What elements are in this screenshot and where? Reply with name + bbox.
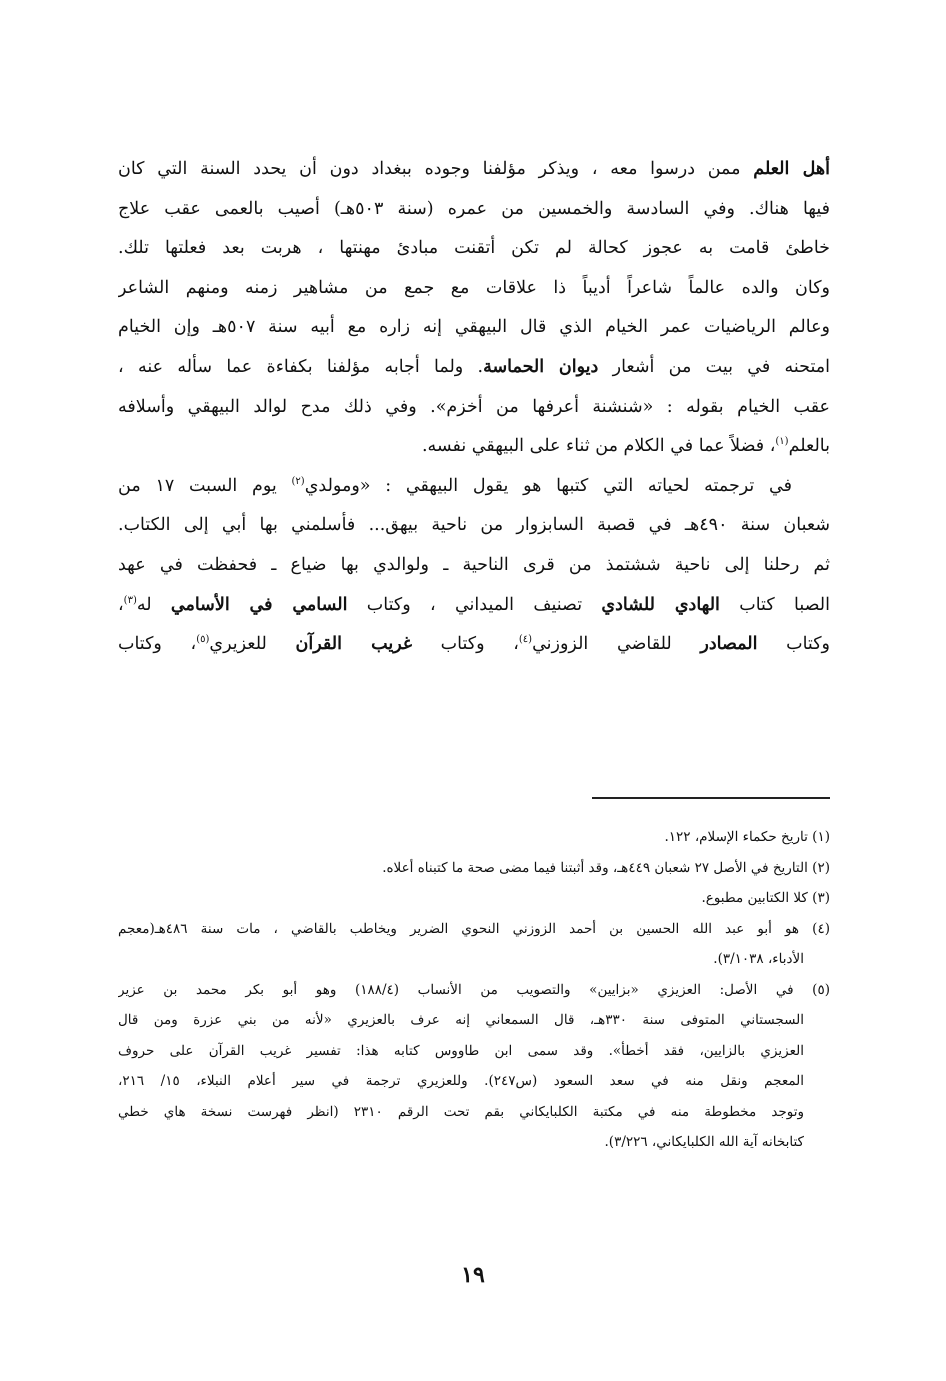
book-title-masadir: المصادر xyxy=(700,634,758,655)
footnote-5-cont: وتوجد مخطوطة منه في مكتبة الكلبايكاني بقم تحت الرقم ٢٣١٠ (انظر فهرست نسخة هاي خطي xyxy=(118,1103,805,1120)
text-line: فيها هناك. وفي السادسة والخمسين من عمره (سنة ٥٠٣هـ) أصيب بالعمى عقب علاج xyxy=(118,198,830,219)
book-title-sami: السامي في الأسامي xyxy=(170,594,348,615)
footnote-ref[interactable]: (٤) xyxy=(518,634,533,646)
text-line: وكان والده عالماً شاعراً أديباً ذا علاقات مع جمع من مشاهير زمنه ومنهم الشاعر xyxy=(118,277,830,298)
footnote-3: (٣) كلا الكتابين مطبوع. xyxy=(701,890,830,906)
text-line: الصبا كتاب الهادي للشادي تصنيف الميداني ، وكتاب السامي في الأسامي له$^{(٣)}$، xyxy=(118,594,830,615)
text-line: عقب الخيام بقوله : «شنشنة أعرفها من أخزم». وفي ذلك مدح لوالد البيهقي وأسلافه xyxy=(118,396,830,417)
main-text xyxy=(118,150,830,665)
book-title-hadi: الهادي للشادي xyxy=(601,594,720,615)
footnote-ref[interactable]: (٢) xyxy=(291,475,305,487)
footnote-5-cont: العزيزي بالزايين، فقد أخطأ». وقد سمى ابن طاووس كتابه هذا: تفسير غريب القرآن على حروف xyxy=(118,1042,804,1059)
footnote-4: (٤) هو أبو عبد الله الحسين بن أحمد الزوزني النحوي الضرير ويخاطب بالقاضي ، مات سنة ٤٨٦هـ(معجم xyxy=(118,920,830,937)
footnote-ref[interactable]: (٥) xyxy=(196,634,210,646)
book-title-gharib: غريب القرآن xyxy=(295,634,412,655)
footnote-divider xyxy=(592,797,830,799)
text-line: ثم رحلنا إلى ناحية ششتمذ من قرى الناحية ـ ولوالدي بها ضياع ـ فحفظت في عهد xyxy=(118,554,830,575)
text-line: شعبان سنة ٤٩٠هـ في قصبة السابزوار من ناحية بيهق... فأسلمني بها أبي إلى الكتاب. xyxy=(118,515,830,536)
footnote-ref[interactable]: (٣) xyxy=(123,594,137,606)
footnote-5-cont: السجستاني المتوفى سنة ٣٣٠هـ، قال السمعاني إنه عرف بالعزيري «لأنه من بني عزرة ومن قال xyxy=(118,1012,804,1028)
footnote-1: (١) تاريخ حكماء الإسلام، ١٢٢. xyxy=(664,829,830,845)
footnotes xyxy=(118,822,830,1158)
text-line: بالعلم$^{(١)}$، فضلاً عما في الكلام من ثناء على البيهقي نفسه. xyxy=(421,436,830,457)
footnote-4-cont: الأدباء، ٣/١٠٣٨). xyxy=(713,951,804,967)
text-line: في ترجمته لحياته التي كتبها هو يقول البيهقي : «ومولدي$^{(٢)}$ يوم السبت ١٧ من xyxy=(118,475,792,496)
footnote-5-cont: المعجم ونقل منه في سعد السعود (س٢٤٧). وللعزيري ترجمة في سير أعلام النبلاء، ١٥/ ٢١٦، xyxy=(118,1073,804,1089)
page-number: ١٩ xyxy=(461,1262,485,1288)
text-line: امتحنه في بيت من أشعار ديوان الحماسة. ولما أجابه مؤلفنا بكفاءة عما سأله عنه ، xyxy=(118,356,830,377)
footnote-5-cont: كتابخانه آية الله الكلبايكاني، ٣/٢٢٦). xyxy=(604,1134,804,1150)
text-line: وكتاب المصادر للقاضي الزوزني$^{(٤)}$، وكتاب غريب القرآن للعزيري$^{(٥)}$، وكتاب xyxy=(118,634,830,655)
text-line: أهل العلم ممن درسوا معه ، ويذكر مؤلفنا وجوده ببغداد دون أن يحدد السنة التي كان xyxy=(118,159,830,179)
text-line: خاطئ قامت به عجوز كحالة لم تكن أتقنت مبادئ مهنتها ، هربت بعد فعلتها تلك. xyxy=(118,238,830,259)
footnote-2: (٢) التاريخ في الأصل ٢٧ شعبان ٤٤٩هـ، وقد أثبتنا فيما مضى صحة ما كتبناه أعلاه. xyxy=(382,859,830,876)
text-line: وعالم الرياضيات عمر الخيام الذي قال البيهقي إنه زاره مع أبيه سنة ٥٠٧هـ وإن الخيام xyxy=(118,317,830,338)
footnote-5: (٥) في الأصل: العزيزي «بزايين» والتصويب من الأنساب (١٨٨/٤) وهو أبو بكر محمد بن عزير xyxy=(118,981,830,998)
footnote-ref[interactable]: (١) xyxy=(775,436,789,448)
book-title-hamasa: ديوان الحماسة xyxy=(483,356,599,377)
